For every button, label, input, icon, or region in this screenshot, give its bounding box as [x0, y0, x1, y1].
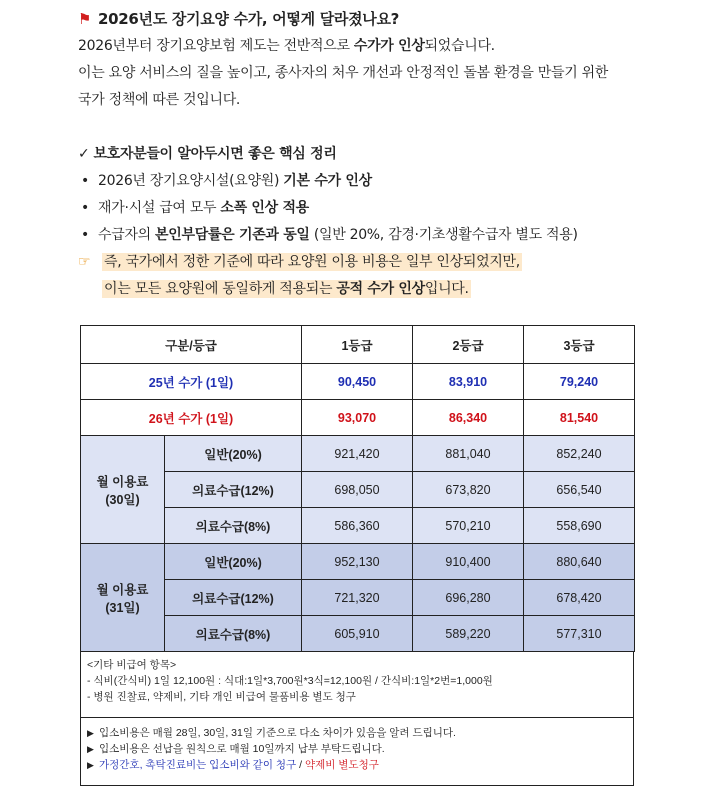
notes-box: [80, 651, 634, 786]
table-row-fee-25: [81, 364, 635, 400]
billing-info-item: ▶ 입소비용은 선납을 원칙으로 매월 10일까지 납부 부탁드립니다.: [87, 743, 385, 755]
table-cell: 570,210: [413, 508, 524, 544]
group-label-30-days: 월 이용료 (30일): [81, 436, 165, 544]
table-row: [81, 616, 635, 652]
intro-paragraph-3: 국가 정책에 따른 것입니다.: [78, 92, 241, 108]
table-cell: 678,420: [524, 580, 635, 616]
header-cell: 구분/등급: [81, 326, 302, 364]
table-cell: 696,280: [413, 580, 524, 616]
table-cell: 589,220: [413, 616, 524, 652]
table-cell: 881,040: [413, 436, 524, 472]
divider: [81, 717, 633, 718]
table-row: [81, 472, 635, 508]
table-cell: 81,540: [524, 400, 635, 436]
intro-paragraph-1: 2026년부터 장기요양보험 제도는 전반적으로 수가가 인상되었습니다.: [78, 38, 495, 54]
table-cell: 558,690: [524, 508, 635, 544]
table-cell: 921,420: [302, 436, 413, 472]
table-row: [81, 508, 635, 544]
bullet-dot-icon: •: [81, 227, 89, 243]
row-label: 의료수급(8%): [165, 616, 302, 652]
table-cell: 698,050: [302, 472, 413, 508]
table-cell: 910,400: [413, 544, 524, 580]
billing-info-section: [87, 725, 456, 773]
row-label: 26년 수가 (1일): [81, 400, 302, 436]
pushpin-icon: ⚑: [78, 10, 92, 28]
table-cell: 952,130: [302, 544, 413, 580]
table-cell: 852,240: [524, 436, 635, 472]
summary-title: ✓ 보호자분들이 알아두시면 좋은 핵심 정리: [78, 146, 337, 162]
table-cell: 83,910: [413, 364, 524, 400]
header-cell: 1등급: [302, 326, 413, 364]
highlight-note-2: 이는 모든 요양원에 동일하게 적용되는 공적 수가 인상입니다.: [104, 281, 469, 297]
fee-table: [80, 325, 635, 652]
intro-paragraph-2: 이는 요양 서비스의 질을 높이고, 종사자의 처우 개선과 안정적인 돌봄 환경을 만들기 위한: [78, 65, 609, 81]
table-header-row: [81, 326, 635, 364]
row-label: 의료수급(12%): [165, 472, 302, 508]
triangle-right-icon: ▶: [87, 728, 94, 738]
group-label-31-days: 월 이용료 (31일): [81, 544, 165, 652]
bullet-dot-icon: •: [81, 200, 89, 216]
table-cell: 605,910: [302, 616, 413, 652]
table-row: [81, 580, 635, 616]
extra-fees-title: <기타 비급여 항목>: [87, 659, 177, 671]
table-row: [81, 544, 635, 580]
billing-info-item: ▶ 입소비용은 매월 28일, 30일, 31일 기준으로 다소 차이가 있음을 알려 드립니다.: [87, 727, 456, 739]
row-label: 25년 수가 (1일): [81, 364, 302, 400]
summary-bullet: • 재가·시설 급여 모두 소폭 인상 적용: [78, 195, 688, 222]
table-cell: 577,310: [524, 616, 635, 652]
checkmark-icon: ✓: [78, 146, 90, 162]
table-cell: 656,540: [524, 472, 635, 508]
table-cell: 90,450: [302, 364, 413, 400]
table-cell: 79,240: [524, 364, 635, 400]
extra-fee-item: - 식비(간식비) 1일 12,100원 : 식대:1일*3,700원*3식=12,100원 / 간식비:1일*2번=1,000원: [87, 675, 493, 687]
table-cell: 880,640: [524, 544, 635, 580]
triangle-right-icon: ▶: [87, 744, 94, 754]
table-cell: 673,820: [413, 472, 524, 508]
table-cell: 721,320: [302, 580, 413, 616]
pointing-hand-icon: ☞: [78, 254, 91, 270]
table-cell: 86,340: [413, 400, 524, 436]
row-label: 의료수급(12%): [165, 580, 302, 616]
billing-info-item: ▶ 가정간호, 촉탁진료비는 입소비와 같이 청구 / 약제비 별도청구: [87, 759, 379, 771]
extra-fees-section: [87, 657, 493, 705]
intro-title: ⚑ 2026년도 장기요양 수가, 어떻게 달라졌나요?: [78, 6, 688, 33]
intro-section: [78, 6, 688, 303]
header-cell: 2등급: [413, 326, 524, 364]
table-row: [81, 436, 635, 472]
extra-fee-item: - 병원 진찰료, 약제비, 기타 개인 비급여 물품비용 별도 청구: [87, 691, 356, 703]
summary-bullet: • 2026년 장기요양시설(요양원) 기본 수가 인상: [78, 168, 688, 195]
table-row-fee-26: [81, 400, 635, 436]
triangle-right-icon: ▶: [87, 760, 94, 770]
header-cell: 3등급: [524, 326, 635, 364]
row-label: 일반(20%): [165, 544, 302, 580]
table-cell: 93,070: [302, 400, 413, 436]
row-label: 의료수급(8%): [165, 508, 302, 544]
row-label: 일반(20%): [165, 436, 302, 472]
summary-bullet: • 수급자의 본인부담률은 기존과 동일 (일반 20%, 감경·기초생활수급자 별도 적용): [78, 222, 688, 249]
highlight-note-1: ☞ 즉, 국가에서 정한 기준에 따라 요양원 이용 비용은 일부 인상되었지만,: [78, 249, 688, 276]
bullet-dot-icon: •: [81, 173, 89, 189]
table-cell: 586,360: [302, 508, 413, 544]
